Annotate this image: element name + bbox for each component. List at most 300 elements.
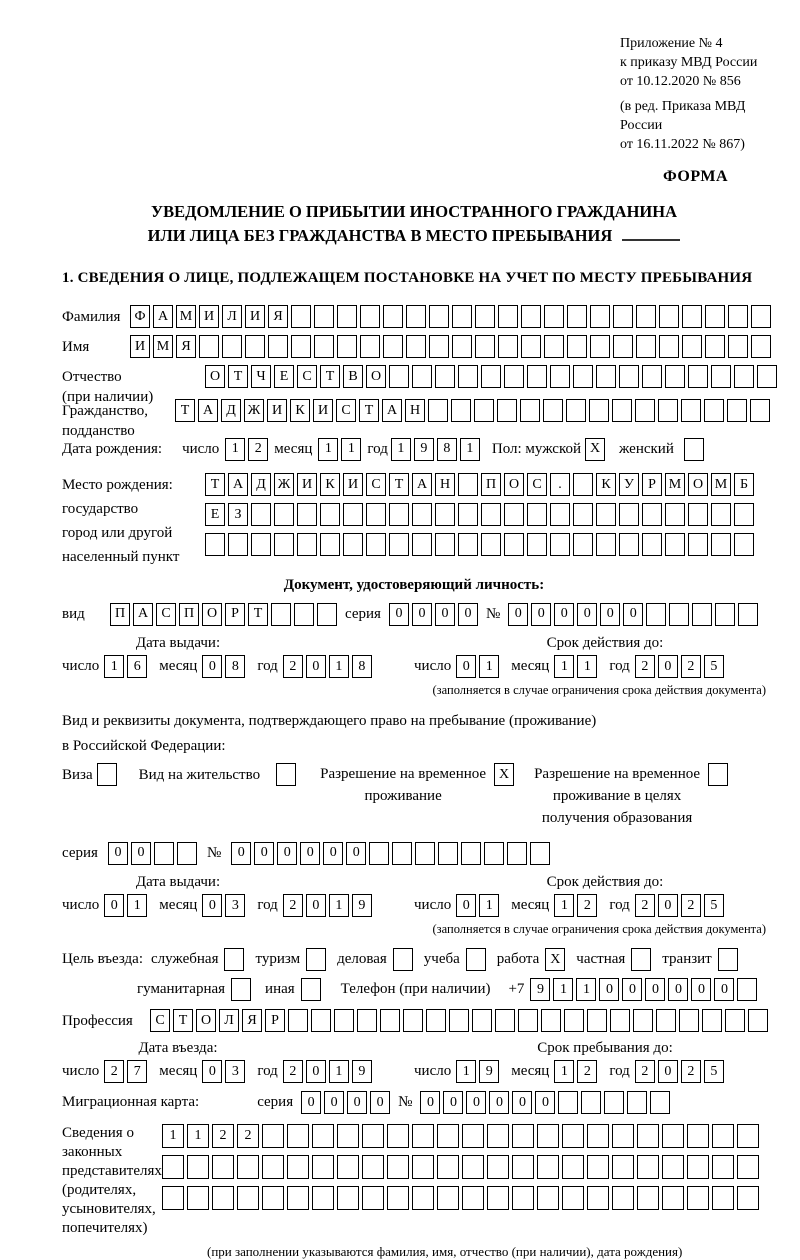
form-cell[interactable]: 1 (341, 438, 361, 461)
form-cell[interactable] (705, 305, 725, 328)
form-cell[interactable]: 9 (414, 438, 434, 461)
form-cell[interactable] (387, 1155, 409, 1179)
form-cell[interactable]: Т (320, 365, 340, 388)
form-cell[interactable]: Т (228, 365, 248, 388)
form-cell[interactable] (271, 603, 291, 626)
form-cell[interactable]: 0 (512, 1091, 532, 1114)
form-cell[interactable] (392, 842, 412, 865)
form-cell[interactable] (429, 305, 449, 328)
form-cell[interactable]: 3 (225, 894, 245, 917)
form-cell[interactable]: 8 (225, 655, 245, 678)
form-cell[interactable]: М (665, 473, 685, 496)
profession-cells[interactable] (150, 1009, 768, 1032)
form-cell[interactable]: 1 (104, 655, 124, 678)
form-cell[interactable]: А (382, 399, 402, 422)
until-month-cells[interactable] (554, 655, 597, 678)
form-cell[interactable] (231, 978, 251, 1001)
form-cell[interactable] (684, 438, 704, 461)
stay-number-cells[interactable] (231, 842, 550, 865)
form-cell[interactable]: 1 (127, 894, 147, 917)
form-cell[interactable] (438, 842, 458, 865)
form-cell[interactable]: 1 (554, 655, 574, 678)
temp-permit-checkbox[interactable] (494, 763, 514, 786)
form-cell[interactable] (748, 1009, 768, 1032)
form-cell[interactable] (487, 1186, 509, 1210)
form-cell[interactable] (507, 842, 527, 865)
form-cell[interactable] (566, 399, 586, 422)
form-cell[interactable] (237, 1155, 259, 1179)
form-cell[interactable] (520, 399, 540, 422)
form-cell[interactable]: 2 (635, 1060, 655, 1083)
form-cell[interactable] (177, 842, 197, 865)
form-cell[interactable]: С (156, 603, 176, 626)
form-cell[interactable]: Е (205, 503, 225, 526)
purpose-sluzhebnaya-checkbox[interactable] (224, 948, 244, 971)
representatives-row2-cells[interactable] (162, 1155, 759, 1179)
stay-year-cells[interactable] (635, 1060, 724, 1083)
form-cell[interactable]: И (313, 399, 333, 422)
form-cell[interactable] (738, 603, 758, 626)
form-cell[interactable]: И (297, 473, 317, 496)
form-cell[interactable] (205, 533, 225, 556)
form-cell[interactable] (412, 1124, 434, 1148)
stay-seriya-cells[interactable] (108, 842, 197, 865)
form-cell[interactable] (682, 305, 702, 328)
form-cell[interactable] (383, 305, 403, 328)
form-cell[interactable] (337, 1124, 359, 1148)
form-cell[interactable] (435, 533, 455, 556)
birthplace-row1-cells[interactable] (205, 473, 754, 496)
form-cell[interactable]: Ж (244, 399, 264, 422)
form-cell[interactable]: 0 (306, 655, 326, 678)
form-cell[interactable]: 0 (389, 603, 409, 626)
form-cell[interactable]: 0 (300, 842, 320, 865)
form-cell[interactable]: 5 (704, 655, 724, 678)
form-cell[interactable]: М (176, 305, 196, 328)
form-cell[interactable] (587, 1155, 609, 1179)
form-cell[interactable] (369, 842, 389, 865)
form-cell[interactable]: 9 (352, 894, 372, 917)
form-cell[interactable] (711, 503, 731, 526)
form-cell[interactable] (669, 603, 689, 626)
until-day-cells[interactable] (456, 655, 499, 678)
form-cell[interactable]: 0 (456, 655, 476, 678)
form-cell[interactable] (199, 335, 219, 358)
form-cell[interactable] (435, 503, 455, 526)
form-cell[interactable] (558, 1091, 578, 1114)
form-cell[interactable] (589, 399, 609, 422)
form-cell[interactable] (590, 305, 610, 328)
form-cell[interactable]: Т (389, 473, 409, 496)
form-cell[interactable]: 0 (412, 603, 432, 626)
form-cell[interactable] (387, 1124, 409, 1148)
form-cell[interactable] (475, 305, 495, 328)
form-cell[interactable] (612, 399, 632, 422)
form-cell[interactable] (274, 503, 294, 526)
form-cell[interactable] (458, 533, 478, 556)
form-cell[interactable]: 1 (456, 1060, 476, 1083)
form-cell[interactable] (449, 1009, 469, 1032)
form-cell[interactable] (412, 365, 432, 388)
form-cell[interactable] (461, 842, 481, 865)
form-cell[interactable] (287, 1155, 309, 1179)
form-cell[interactable]: 0 (714, 978, 734, 1001)
stay-issue-day-cells[interactable] (104, 894, 147, 917)
form-cell[interactable] (619, 503, 639, 526)
form-cell[interactable]: 0 (324, 1091, 344, 1114)
form-cell[interactable]: 0 (531, 603, 551, 626)
form-cell[interactable]: С (297, 365, 317, 388)
form-cell[interactable]: О (202, 603, 222, 626)
form-cell[interactable] (474, 399, 494, 422)
form-cell[interactable]: 0 (370, 1091, 390, 1114)
form-cell[interactable]: 5 (704, 1060, 724, 1083)
phone-cells[interactable] (530, 978, 757, 1001)
form-cell[interactable] (587, 1186, 609, 1210)
form-cell[interactable] (596, 533, 616, 556)
form-cell[interactable] (613, 335, 633, 358)
form-cell[interactable] (314, 305, 334, 328)
edu-permit-checkbox[interactable] (708, 763, 728, 786)
form-cell[interactable]: 2 (577, 1060, 597, 1083)
form-cell[interactable] (596, 365, 616, 388)
form-cell[interactable]: 0 (202, 894, 222, 917)
form-cell[interactable] (750, 399, 770, 422)
form-cell[interactable] (291, 335, 311, 358)
form-cell[interactable]: И (199, 305, 219, 328)
form-cell[interactable]: К (290, 399, 310, 422)
form-cell[interactable]: У (619, 473, 639, 496)
form-cell[interactable]: 1 (162, 1124, 184, 1148)
form-cell[interactable] (362, 1124, 384, 1148)
form-cell[interactable]: И (245, 305, 265, 328)
birthplace-row3-cells[interactable] (205, 533, 754, 556)
form-cell[interactable] (537, 1155, 559, 1179)
form-cell[interactable] (262, 1155, 284, 1179)
form-cell[interactable] (687, 1155, 709, 1179)
form-cell[interactable]: 0 (277, 842, 297, 865)
form-cell[interactable] (737, 1155, 759, 1179)
form-cell[interactable] (637, 1124, 659, 1148)
form-cell[interactable]: 1 (479, 655, 499, 678)
form-cell[interactable] (550, 503, 570, 526)
form-cell[interactable]: 8 (352, 655, 372, 678)
form-cell[interactable]: Ф (130, 305, 150, 328)
form-cell[interactable] (543, 399, 563, 422)
purpose-inaya-checkbox[interactable] (301, 978, 321, 1001)
form-cell[interactable]: Ж (274, 473, 294, 496)
form-cell[interactable]: 1 (329, 1060, 349, 1083)
sex-female-checkbox[interactable] (684, 438, 704, 461)
form-cell[interactable]: 2 (635, 894, 655, 917)
form-cell[interactable] (573, 503, 593, 526)
form-cell[interactable] (728, 305, 748, 328)
form-cell[interactable] (613, 305, 633, 328)
form-cell[interactable] (487, 1155, 509, 1179)
form-cell[interactable] (687, 1186, 709, 1210)
form-cell[interactable]: 9 (479, 1060, 499, 1083)
form-cell[interactable] (334, 1009, 354, 1032)
form-cell[interactable]: X (585, 438, 605, 461)
form-cell[interactable]: 0 (458, 603, 478, 626)
form-cell[interactable]: . (550, 473, 570, 496)
form-cell[interactable] (512, 1155, 534, 1179)
representatives-row3-cells[interactable] (162, 1186, 759, 1210)
form-cell[interactable] (403, 1009, 423, 1032)
form-cell[interactable]: Б (734, 473, 754, 496)
form-cell[interactable] (711, 365, 731, 388)
form-cell[interactable] (619, 533, 639, 556)
form-cell[interactable] (504, 365, 524, 388)
form-cell[interactable]: К (320, 473, 340, 496)
form-cell[interactable] (688, 365, 708, 388)
form-cell[interactable] (415, 842, 435, 865)
form-cell[interactable] (458, 503, 478, 526)
stay-month-cells[interactable] (554, 1060, 597, 1083)
mig-number-cells[interactable] (420, 1091, 670, 1114)
form-cell[interactable] (537, 1124, 559, 1148)
form-cell[interactable]: 0 (599, 978, 619, 1001)
form-cell[interactable]: 1 (553, 978, 573, 1001)
form-cell[interactable] (317, 603, 337, 626)
purpose-turizm-checkbox[interactable] (306, 948, 326, 971)
form-cell[interactable] (642, 365, 662, 388)
form-cell[interactable] (512, 1186, 534, 1210)
form-cell[interactable] (734, 533, 754, 556)
form-cell[interactable]: 0 (131, 842, 151, 865)
form-cell[interactable] (659, 335, 679, 358)
form-cell[interactable] (590, 335, 610, 358)
form-cell[interactable] (659, 305, 679, 328)
form-cell[interactable] (712, 1124, 734, 1148)
form-cell[interactable] (251, 533, 271, 556)
form-cell[interactable]: 0 (668, 978, 688, 1001)
form-cell[interactable] (268, 335, 288, 358)
form-cell[interactable]: 0 (508, 603, 528, 626)
form-cell[interactable]: 1 (576, 978, 596, 1001)
form-cell[interactable] (734, 503, 754, 526)
form-cell[interactable]: О (504, 473, 524, 496)
form-cell[interactable] (484, 842, 504, 865)
form-cell[interactable]: 1 (318, 438, 338, 461)
form-cell[interactable]: 1 (577, 655, 597, 678)
surname-cells[interactable] (130, 305, 771, 328)
form-cell[interactable] (751, 335, 771, 358)
entry-day-cells[interactable] (104, 1060, 147, 1083)
form-cell[interactable] (222, 335, 242, 358)
form-cell[interactable] (708, 763, 728, 786)
form-cell[interactable] (458, 473, 478, 496)
form-cell[interactable] (681, 399, 701, 422)
citizenship-cells[interactable] (175, 399, 770, 422)
form-cell[interactable]: 0 (658, 655, 678, 678)
form-cell[interactable]: Н (435, 473, 455, 496)
stay-until-year-cells[interactable] (635, 894, 724, 917)
form-cell[interactable] (224, 948, 244, 971)
form-cell[interactable] (550, 365, 570, 388)
form-cell[interactable]: 2 (212, 1124, 234, 1148)
form-cell[interactable] (437, 1155, 459, 1179)
form-cell[interactable]: С (527, 473, 547, 496)
form-cell[interactable]: Т (175, 399, 195, 422)
form-cell[interactable]: О (366, 365, 386, 388)
form-cell[interactable] (688, 503, 708, 526)
form-cell[interactable] (504, 533, 524, 556)
form-cell[interactable]: 0 (202, 655, 222, 678)
form-cell[interactable] (366, 503, 386, 526)
stay-until-month-cells[interactable] (554, 894, 597, 917)
patronymic-cells[interactable] (205, 365, 777, 388)
form-cell[interactable]: 2 (681, 894, 701, 917)
form-cell[interactable] (187, 1186, 209, 1210)
form-cell[interactable]: П (110, 603, 130, 626)
form-cell[interactable] (637, 1186, 659, 1210)
form-cell[interactable]: 0 (645, 978, 665, 1001)
form-cell[interactable] (452, 305, 472, 328)
form-cell[interactable] (662, 1186, 684, 1210)
form-cell[interactable] (393, 948, 413, 971)
form-cell[interactable]: 1 (225, 438, 245, 461)
form-cell[interactable] (212, 1186, 234, 1210)
form-cell[interactable] (704, 399, 724, 422)
form-cell[interactable]: Л (222, 305, 242, 328)
form-cell[interactable]: 9 (530, 978, 550, 1001)
form-cell[interactable] (487, 1124, 509, 1148)
form-cell[interactable]: 0 (347, 1091, 367, 1114)
form-cell[interactable] (573, 365, 593, 388)
form-cell[interactable] (287, 1186, 309, 1210)
form-cell[interactable] (512, 1124, 534, 1148)
form-cell[interactable] (636, 305, 656, 328)
form-cell[interactable] (737, 1186, 759, 1210)
form-cell[interactable] (550, 533, 570, 556)
birth-day-cells[interactable] (225, 438, 268, 461)
form-cell[interactable] (692, 603, 712, 626)
form-cell[interactable]: О (205, 365, 225, 388)
form-cell[interactable] (544, 305, 564, 328)
form-cell[interactable] (650, 1091, 670, 1114)
form-cell[interactable] (380, 1009, 400, 1032)
form-cell[interactable] (665, 365, 685, 388)
form-cell[interactable]: 0 (435, 603, 455, 626)
form-cell[interactable] (687, 1124, 709, 1148)
form-cell[interactable]: 0 (554, 603, 574, 626)
form-cell[interactable] (530, 842, 550, 865)
form-cell[interactable]: С (150, 1009, 170, 1032)
form-cell[interactable] (665, 503, 685, 526)
form-cell[interactable]: 0 (306, 1060, 326, 1083)
form-cell[interactable]: Ч (251, 365, 271, 388)
form-cell[interactable] (337, 305, 357, 328)
doc-number-cells[interactable] (508, 603, 758, 626)
form-cell[interactable] (727, 399, 747, 422)
form-cell[interactable]: 2 (283, 1060, 303, 1083)
form-cell[interactable]: 0 (443, 1091, 463, 1114)
form-cell[interactable] (343, 533, 363, 556)
form-cell[interactable] (537, 1186, 559, 1210)
form-cell[interactable]: X (545, 948, 565, 971)
form-cell[interactable] (718, 948, 738, 971)
form-cell[interactable] (498, 335, 518, 358)
form-cell[interactable] (435, 365, 455, 388)
form-cell[interactable] (562, 1186, 584, 1210)
issue-day-cells[interactable] (104, 655, 147, 678)
form-cell[interactable]: П (179, 603, 199, 626)
form-cell[interactable]: А (153, 305, 173, 328)
form-cell[interactable]: Т (173, 1009, 193, 1032)
form-cell[interactable]: 2 (237, 1124, 259, 1148)
form-cell[interactable]: 0 (623, 603, 643, 626)
form-cell[interactable] (642, 503, 662, 526)
form-cell[interactable] (389, 365, 409, 388)
form-cell[interactable] (656, 1009, 676, 1032)
form-cell[interactable] (518, 1009, 538, 1032)
form-cell[interactable] (301, 978, 321, 1001)
form-cell[interactable] (573, 533, 593, 556)
form-cell[interactable] (387, 1186, 409, 1210)
form-cell[interactable]: 0 (420, 1091, 440, 1114)
form-cell[interactable]: 0 (600, 603, 620, 626)
form-cell[interactable] (187, 1155, 209, 1179)
form-cell[interactable]: 1 (460, 438, 480, 461)
form-cell[interactable] (662, 1124, 684, 1148)
form-cell[interactable]: 2 (635, 655, 655, 678)
form-cell[interactable]: А (412, 473, 432, 496)
form-cell[interactable]: 1 (554, 894, 574, 917)
form-cell[interactable] (596, 503, 616, 526)
form-cell[interactable]: 0 (202, 1060, 222, 1083)
form-cell[interactable] (437, 1186, 459, 1210)
form-cell[interactable] (635, 399, 655, 422)
form-cell[interactable] (297, 503, 317, 526)
stay-until-day-cells[interactable] (456, 894, 499, 917)
form-cell[interactable]: М (711, 473, 731, 496)
purpose-gumanitarnaya-checkbox[interactable] (231, 978, 251, 1001)
form-cell[interactable] (251, 503, 271, 526)
form-cell[interactable]: 0 (346, 842, 366, 865)
purpose-rabota-checkbox[interactable] (545, 948, 565, 971)
form-cell[interactable] (504, 503, 524, 526)
form-cell[interactable] (428, 399, 448, 422)
form-cell[interactable]: И (130, 335, 150, 358)
form-cell[interactable]: И (343, 473, 363, 496)
form-cell[interactable] (429, 335, 449, 358)
form-cell[interactable] (612, 1155, 634, 1179)
form-cell[interactable] (475, 335, 495, 358)
form-cell[interactable]: 0 (691, 978, 711, 1001)
firstname-cells[interactable] (130, 335, 771, 358)
form-cell[interactable] (564, 1009, 584, 1032)
form-cell[interactable]: 9 (352, 1060, 372, 1083)
stay-day-cells[interactable] (456, 1060, 499, 1083)
form-cell[interactable]: 2 (283, 655, 303, 678)
form-cell[interactable] (245, 335, 265, 358)
doc-kind-cells[interactable] (110, 603, 337, 626)
purpose-delovaya-checkbox[interactable] (393, 948, 413, 971)
form-cell[interactable]: 2 (283, 894, 303, 917)
form-cell[interactable] (462, 1186, 484, 1210)
form-cell[interactable] (734, 365, 754, 388)
form-cell[interactable]: 0 (466, 1091, 486, 1114)
form-cell[interactable] (472, 1009, 492, 1032)
form-cell[interactable] (458, 365, 478, 388)
form-cell[interactable] (711, 533, 731, 556)
form-cell[interactable] (306, 948, 326, 971)
form-cell[interactable] (389, 503, 409, 526)
form-cell[interactable] (412, 1186, 434, 1210)
form-cell[interactable]: Р (225, 603, 245, 626)
form-cell[interactable] (357, 1009, 377, 1032)
